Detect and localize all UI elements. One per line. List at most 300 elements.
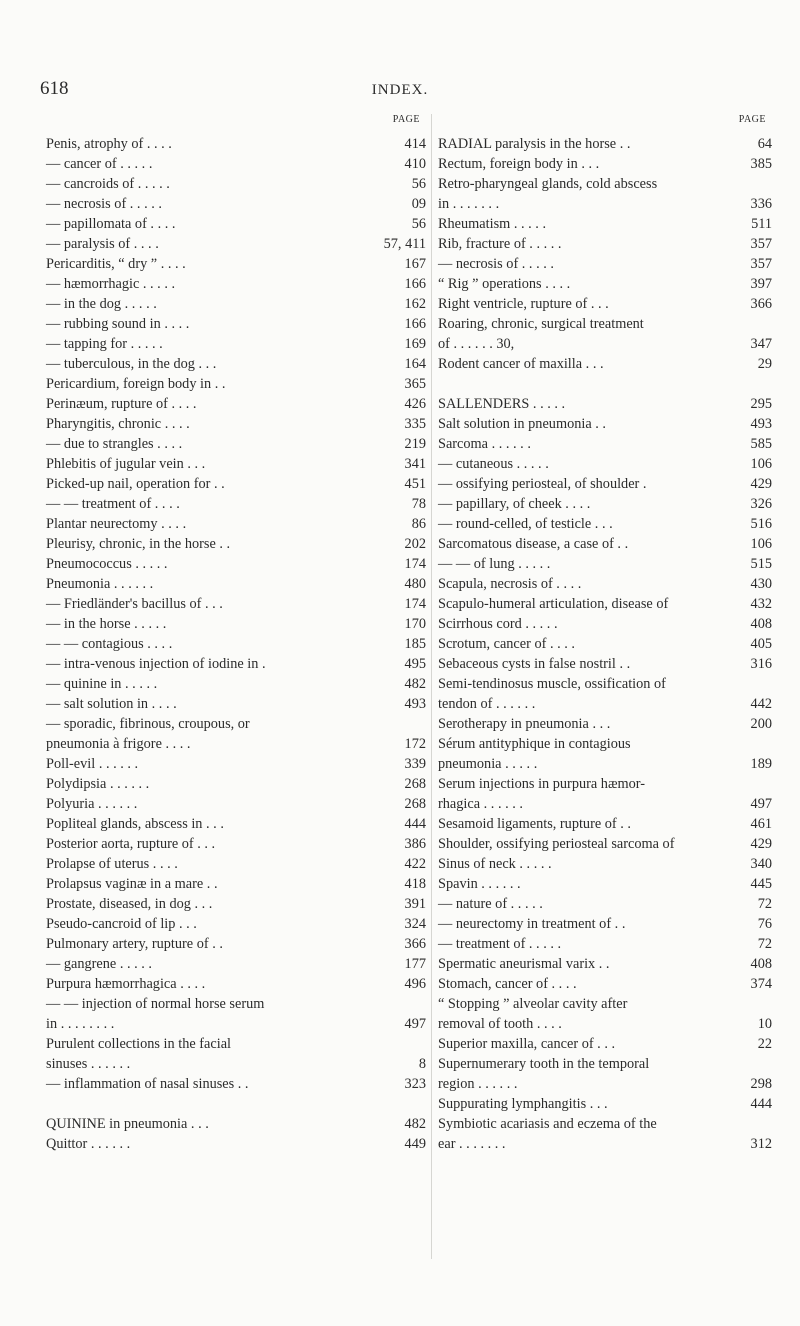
entry-text: — inflammation of nasal sinuses . . xyxy=(46,1076,249,1092)
entry-page: 482 xyxy=(404,676,426,692)
entry-page: 374 xyxy=(750,976,772,992)
index-entry xyxy=(438,494,772,514)
entry-text: Superior maxilla, cancer of . . . xyxy=(438,1036,616,1052)
entry-text: — sporadic, fibrinous, croupous, or xyxy=(46,716,250,732)
index-entry xyxy=(46,814,426,834)
entry-text: Scapulo-humeral articulation, disease of xyxy=(438,596,669,612)
entry-page: 585 xyxy=(750,436,772,452)
index-entry xyxy=(46,294,426,314)
entry-text: Spavin . . . . . . xyxy=(438,876,521,892)
entry-text: Supernumerary tooth in the temporal xyxy=(438,1056,650,1072)
entry-page: 268 xyxy=(404,776,426,792)
entry-page: 408 xyxy=(750,956,772,972)
index-entry xyxy=(438,774,772,794)
entry-text: — papillary, of cheek . . . . xyxy=(438,496,591,512)
index-entry xyxy=(46,314,426,334)
entry-text: Scrotum, cancer of . . . . xyxy=(438,636,575,652)
entry-page: 482 xyxy=(404,1116,426,1132)
index-entry xyxy=(46,714,426,734)
index-entry xyxy=(438,674,772,694)
entry-text: — cutaneous . . . . . xyxy=(438,456,549,472)
index-entry xyxy=(46,554,426,574)
index-entry xyxy=(438,554,772,574)
index-entry xyxy=(438,514,772,534)
entry-page: 397 xyxy=(750,276,772,292)
entry-text: ear . . . . . . . xyxy=(438,1136,506,1152)
entry-text: — gangrene . . . . . xyxy=(46,956,153,972)
entry-page: 511 xyxy=(751,216,772,232)
index-entry xyxy=(46,1134,426,1154)
entry-text: Phlebitis of jugular vein . . . xyxy=(46,456,206,472)
left-column xyxy=(46,114,426,1154)
entry-text: Right ventricle, rupture of . . . xyxy=(438,296,609,312)
entry-page: 497 xyxy=(404,1016,426,1032)
entry-text: Polyuria . . . . . . xyxy=(46,796,138,812)
entry-text: Stomach, cancer of . . . . xyxy=(438,976,577,992)
entry-text: — treatment of . . . . . xyxy=(438,936,562,952)
entry-page: 185 xyxy=(404,636,426,652)
entry-page: 418 xyxy=(404,876,426,892)
entry-text: Plantar neurectomy . . . . xyxy=(46,516,187,532)
index-entry xyxy=(46,934,426,954)
entry-page: 170 xyxy=(404,616,426,632)
entry-page: 298 xyxy=(750,1076,772,1092)
entry-page: 515 xyxy=(750,556,772,572)
entry-page: 177 xyxy=(404,956,426,972)
entry-text: Sérum antityphique in contagious xyxy=(438,736,631,752)
entry-page: 426 xyxy=(404,396,426,412)
index-entry xyxy=(46,474,426,494)
entry-text: — due to strangles . . . . xyxy=(46,436,183,452)
index-entry xyxy=(46,1054,426,1074)
index-entry xyxy=(46,694,426,714)
entry-text: Shoulder, ossifying periosteal sarcoma of xyxy=(438,836,675,852)
entry-text: — in the dog . . . . . xyxy=(46,296,157,312)
entry-text: in . . . . . . . . xyxy=(46,1016,115,1032)
index-entry xyxy=(438,214,772,234)
index-entry xyxy=(46,414,426,434)
entry-text: Salt solution in pneumonia . . xyxy=(438,416,606,432)
entry-text: Pulmonary artery, rupture of . . xyxy=(46,936,223,952)
entry-text: in . . . . . . . xyxy=(438,196,500,212)
index-entry xyxy=(46,894,426,914)
entry-page: 451 xyxy=(404,476,426,492)
entry-text: pneumonia . . . . . xyxy=(438,756,538,772)
index-entry xyxy=(46,394,426,414)
index-entry xyxy=(438,994,772,1014)
entry-page: 164 xyxy=(404,356,426,372)
entry-page: 496 xyxy=(404,976,426,992)
page-label: PAGE xyxy=(738,114,766,125)
entry-text: — — of lung . . . . . xyxy=(438,556,551,572)
entry-page: 167 xyxy=(404,256,426,272)
entry-page: 410 xyxy=(404,156,426,172)
entry-page: 365 xyxy=(404,376,426,392)
entry-text: Semi-tendinosus muscle, ossification of xyxy=(438,676,666,692)
entry-page: 78 xyxy=(411,496,426,512)
entry-text: — cancer of . . . . . xyxy=(46,156,153,172)
entry-text: tendon of . . . . . . xyxy=(438,696,536,712)
entry-page: 76 xyxy=(757,916,772,932)
entry-text: Pleurisy, chronic, in the horse . . xyxy=(46,536,231,552)
entry-page: 386 xyxy=(404,836,426,852)
entry-page: 56 xyxy=(411,176,426,192)
index-entry xyxy=(46,1114,426,1134)
entry-page: 444 xyxy=(750,1096,772,1112)
index-entry xyxy=(438,314,772,334)
index-entry xyxy=(438,854,772,874)
entry-text: — — contagious . . . . xyxy=(46,636,173,652)
index-entry xyxy=(46,574,426,594)
index-entry xyxy=(438,194,772,214)
entry-text: Serum injections in purpura hæmor- xyxy=(438,776,645,792)
index-entry xyxy=(438,394,772,414)
index-entry xyxy=(46,774,426,794)
entry-page: 86 xyxy=(411,516,426,532)
index-entry xyxy=(438,934,772,954)
entry-text: SALLENDERS . . . . . xyxy=(438,396,566,412)
entry-page: 169 xyxy=(404,336,426,352)
entry-text: — hæmorrhagic . . . . . xyxy=(46,276,176,292)
index-entry xyxy=(438,594,772,614)
index-entry xyxy=(438,734,772,754)
entry-text: — necrosis of . . . . . xyxy=(46,196,162,212)
index-entry xyxy=(46,134,426,154)
entry-text: Sinus of neck . . . . . xyxy=(438,856,552,872)
right-entries xyxy=(438,134,772,1154)
entry-page: 422 xyxy=(404,856,426,872)
index-entry xyxy=(46,874,426,894)
entry-text: rhagica . . . . . . xyxy=(438,796,523,812)
entry-page: 326 xyxy=(750,496,772,512)
index-entry xyxy=(46,234,426,254)
entry-text: Pneumococcus . . . . . xyxy=(46,556,168,572)
index-entry xyxy=(46,454,426,474)
entry-text: — salt solution in . . . . xyxy=(46,696,177,712)
entry-text: “ Stopping ” alveolar cavity after xyxy=(438,996,628,1012)
entry-text: Rib, fracture of . . . . . xyxy=(438,236,562,252)
entry-page: 166 xyxy=(404,316,426,332)
entry-text: Sesamoid ligaments, rupture of . . xyxy=(438,816,631,832)
entry-text: Scapula, necrosis of . . . . xyxy=(438,576,582,592)
entry-page: 324 xyxy=(404,916,426,932)
entry-page: 339 xyxy=(404,756,426,772)
entry-text: — — treatment of . . . . xyxy=(46,496,180,512)
entry-page: 445 xyxy=(750,876,772,892)
index-entry xyxy=(438,974,772,994)
index-entry xyxy=(438,334,772,354)
entry-page: 316 xyxy=(750,656,772,672)
index-entry xyxy=(438,274,772,294)
entry-page: 106 xyxy=(750,536,772,552)
entry-page: 22 xyxy=(757,1036,772,1052)
index-entry xyxy=(438,694,772,714)
index-entry xyxy=(438,174,772,194)
index-entry xyxy=(438,814,772,834)
entry-page: 202 xyxy=(404,536,426,552)
index-entry xyxy=(46,534,426,554)
entry-text: Prolapse of uterus . . . . xyxy=(46,856,178,872)
entry-text: Roaring, chronic, surgical treatment xyxy=(438,316,644,332)
index-entry xyxy=(46,154,426,174)
entry-page: 312 xyxy=(750,1136,772,1152)
entry-text: — neurectomy in treatment of . . xyxy=(438,916,626,932)
page-label: PAGE xyxy=(392,114,420,125)
entry-text: Polydipsia . . . . . . xyxy=(46,776,150,792)
right-column xyxy=(438,114,772,1154)
entry-text: Sarcomatous disease, a case of . . xyxy=(438,536,629,552)
index-entry xyxy=(438,574,772,594)
entry-text: Poll-evil . . . . . . xyxy=(46,756,139,772)
entry-page: 335 xyxy=(404,416,426,432)
entry-page: 323 xyxy=(404,1076,426,1092)
entry-text: Pseudo-cancroid of lip . . . xyxy=(46,916,197,932)
entry-text: of . . . . . . 30, xyxy=(438,336,515,352)
entry-page: 295 xyxy=(750,396,772,412)
entry-page: 442 xyxy=(750,696,772,712)
index-entry xyxy=(438,794,772,814)
entry-text: Prostate, diseased, in dog . . . xyxy=(46,896,213,912)
entry-page: 449 xyxy=(404,1136,426,1152)
index-entry xyxy=(46,334,426,354)
entry-text: Pneumonia . . . . . . xyxy=(46,576,154,592)
entry-page: 430 xyxy=(750,576,772,592)
entry-text: — — injection of normal horse serum xyxy=(46,996,265,1012)
index-entry xyxy=(438,354,772,374)
index-entry xyxy=(438,154,772,174)
index-entry xyxy=(438,914,772,934)
index-entry xyxy=(46,1094,426,1114)
entry-text: Penis, atrophy of . . . . xyxy=(46,136,172,152)
entry-page: 357 xyxy=(750,256,772,272)
entry-text: — tuberculous, in the dog . . . xyxy=(46,356,217,372)
index-entry xyxy=(46,734,426,754)
index-entry xyxy=(46,354,426,374)
entry-page: 495 xyxy=(404,656,426,672)
entry-page: 429 xyxy=(750,836,772,852)
entry-text: Rheumatism . . . . . xyxy=(438,216,547,232)
entry-page: 414 xyxy=(404,136,426,152)
entry-text: Rodent cancer of maxilla . . . xyxy=(438,356,604,372)
index-entry xyxy=(438,234,772,254)
entry-text: — paralysis of . . . . xyxy=(46,236,159,252)
entry-text: QUININE in pneumonia . . . xyxy=(46,1116,209,1132)
entry-page: 29 xyxy=(757,356,772,372)
entry-page: 516 xyxy=(750,516,772,532)
index-entry xyxy=(46,594,426,614)
entry-text: region . . . . . . xyxy=(438,1076,518,1092)
index-entry xyxy=(46,794,426,814)
index-entry xyxy=(438,954,772,974)
column-divider xyxy=(431,114,432,1259)
index-entry xyxy=(438,634,772,654)
index-entry xyxy=(438,294,772,314)
index-entry xyxy=(438,754,772,774)
entry-page: 391 xyxy=(404,896,426,912)
entry-page: 56 xyxy=(411,216,426,232)
index-entry xyxy=(46,214,426,234)
entry-page: 429 xyxy=(750,476,772,492)
entry-text: — round-celled, of testicle . . . xyxy=(438,516,613,532)
index-entry xyxy=(46,434,426,454)
index-entry xyxy=(46,754,426,774)
entry-text: — necrosis of . . . . . xyxy=(438,256,554,272)
entry-page: 347 xyxy=(750,336,772,352)
index-entry xyxy=(438,1054,772,1074)
index-entry xyxy=(46,994,426,1014)
entry-text: — cancroids of . . . . . xyxy=(46,176,170,192)
index-entry xyxy=(438,1094,772,1114)
entry-text: — rubbing sound in . . . . xyxy=(46,316,190,332)
index-entry xyxy=(438,1134,772,1154)
entry-page: 408 xyxy=(750,616,772,632)
index-entry xyxy=(46,674,426,694)
entry-page: 405 xyxy=(750,636,772,652)
index-entry xyxy=(46,614,426,634)
entry-text: Suppurating lymphangitis . . . xyxy=(438,1096,608,1112)
index-entry xyxy=(46,194,426,214)
entry-page: 09 xyxy=(411,196,426,212)
left-entries xyxy=(46,134,426,1154)
index-entry xyxy=(438,414,772,434)
entry-page: 493 xyxy=(404,696,426,712)
entry-text: Pericarditis, “ dry ” . . . . xyxy=(46,256,186,272)
entry-page: 385 xyxy=(750,156,772,172)
entry-text: Scirrhous cord . . . . . xyxy=(438,616,558,632)
entry-page: 357 xyxy=(750,236,772,252)
index-entry xyxy=(438,614,772,634)
entry-page: 493 xyxy=(750,416,772,432)
entry-text: Quittor . . . . . . xyxy=(46,1136,131,1152)
index-entry xyxy=(46,494,426,514)
entry-text: pneumonia à frigore . . . . xyxy=(46,736,191,752)
entry-page: 444 xyxy=(404,816,426,832)
entry-page: 336 xyxy=(750,196,772,212)
index-entry xyxy=(438,534,772,554)
index-entry xyxy=(46,274,426,294)
entry-text: — papillomata of . . . . xyxy=(46,216,176,232)
entry-text: Purulent collections in the facial xyxy=(46,1036,232,1052)
entry-page: 10 xyxy=(757,1016,772,1032)
entry-page: 340 xyxy=(750,856,772,872)
index-entry xyxy=(438,714,772,734)
entry-page: 366 xyxy=(750,296,772,312)
index-entry xyxy=(46,834,426,854)
index-entry xyxy=(46,654,426,674)
entry-page: 366 xyxy=(404,936,426,952)
entry-page: 57, 411 xyxy=(383,236,426,252)
entry-page: 174 xyxy=(404,596,426,612)
index-entry xyxy=(46,854,426,874)
entry-text: Sebaceous cysts in false nostril . . xyxy=(438,656,631,672)
index-entry xyxy=(438,874,772,894)
index-entry xyxy=(438,474,772,494)
entry-text: Symbiotic acariasis and eczema of the xyxy=(438,1116,657,1132)
entry-text: Spermatic aneurismal varix . . xyxy=(438,956,610,972)
entry-text: Popliteal glands, abscess in . . . xyxy=(46,816,224,832)
entry-text: Picked-up nail, operation for . . xyxy=(46,476,225,492)
entry-page: 8 xyxy=(418,1056,426,1072)
entry-text: Serotherapy in pneumonia . . . xyxy=(438,716,611,732)
entry-text: Pericardium, foreign body in . . xyxy=(46,376,226,392)
index-entry xyxy=(46,954,426,974)
entry-page: 189 xyxy=(750,756,772,772)
index-entry xyxy=(46,1014,426,1034)
entry-page: 432 xyxy=(750,596,772,612)
entry-page: 200 xyxy=(750,716,772,732)
entry-text: sinuses . . . . . . xyxy=(46,1056,131,1072)
index-entry xyxy=(438,254,772,274)
index-entry xyxy=(438,1034,772,1054)
entry-text: — ossifying periosteal, of shoulder . xyxy=(438,476,647,492)
index-entry xyxy=(46,254,426,274)
entry-page: 341 xyxy=(404,456,426,472)
entry-text: Purpura hæmorrhagica . . . . xyxy=(46,976,206,992)
index-entry xyxy=(438,1114,772,1134)
index-entry xyxy=(438,834,772,854)
entry-page: 106 xyxy=(750,456,772,472)
entry-page: 72 xyxy=(757,936,772,952)
entry-text: — in the horse . . . . . xyxy=(46,616,167,632)
index-entry xyxy=(46,914,426,934)
index-entry xyxy=(46,1034,426,1054)
entry-page: 64 xyxy=(757,136,772,152)
entry-text: Posterior aorta, rupture of . . . xyxy=(46,836,216,852)
index-entry xyxy=(46,974,426,994)
entry-page: 174 xyxy=(404,556,426,572)
index-entry xyxy=(438,1014,772,1034)
entry-page: 162 xyxy=(404,296,426,312)
entry-text: — nature of . . . . . xyxy=(438,896,543,912)
entry-text: — quinine in . . . . . xyxy=(46,676,158,692)
index-entry xyxy=(438,454,772,474)
index-entry xyxy=(438,434,772,454)
index-entry xyxy=(46,1074,426,1094)
entry-text: RADIAL paralysis in the horse . . xyxy=(438,136,631,152)
entry-text: Perinæum, rupture of . . . . xyxy=(46,396,197,412)
index-entry xyxy=(438,134,772,154)
index-entry xyxy=(438,374,772,394)
index-header: INDEX. xyxy=(371,82,429,98)
entry-page: 219 xyxy=(404,436,426,452)
entry-text: removal of tooth . . . . xyxy=(438,1016,562,1032)
index-entry xyxy=(46,514,426,534)
entry-page: 268 xyxy=(404,796,426,812)
entry-text: Prolapsus vaginæ in a mare . . xyxy=(46,876,218,892)
entry-page: 497 xyxy=(750,796,772,812)
entry-text: Sarcoma . . . . . . xyxy=(438,436,531,452)
entry-text: — tapping for . . . . . xyxy=(46,336,163,352)
index-entry xyxy=(46,634,426,654)
index-entry xyxy=(46,174,426,194)
entry-text: — Friedländer's bacillus of . . . xyxy=(46,596,223,612)
entry-page: 480 xyxy=(404,576,426,592)
index-entry xyxy=(438,894,772,914)
entry-page: 72 xyxy=(757,896,772,912)
entry-text: — intra-venous injection of iodine in . xyxy=(46,656,266,672)
entry-page: 172 xyxy=(404,736,426,752)
index-entry xyxy=(438,654,772,674)
index-entry xyxy=(46,374,426,394)
index-entry xyxy=(438,1074,772,1094)
entry-page: 461 xyxy=(750,816,772,832)
entry-text: Pharyngitis, chronic . . . . xyxy=(46,416,190,432)
page-number: 618 xyxy=(40,78,69,99)
entry-text: Retro-pharyngeal glands, cold abscess xyxy=(438,176,658,192)
entry-text: Rectum, foreign body in . . . xyxy=(438,156,600,172)
entry-page: 166 xyxy=(404,276,426,292)
entry-text: “ Rig ” operations . . . . xyxy=(438,276,571,292)
